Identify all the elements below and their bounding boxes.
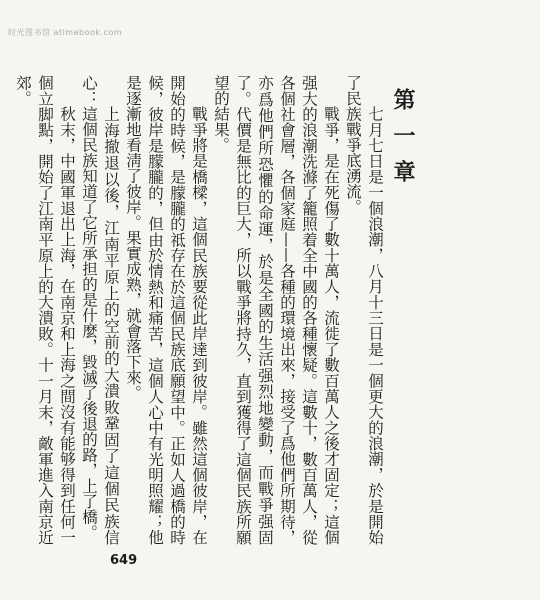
paragraph: 上海撤退以後，江南平原上的空前的大潰敗鞏固了這個民族信心：這個民族知道了它所承担的是什麼，毀滅了後退的路，上了橋。 xyxy=(80,75,120,545)
chapter-title: 第一章 xyxy=(390,88,416,196)
paragraph: 戰爭，是在死傷了數十萬人，流徙了數百萬人之後才固定；這個强大的浪潮洗滌了籠照着全中國的各種懷疑。這數十，數百萬人，從各個社會層，各個家庭——各種的環境出來，接受了爲他們所期待，亦爲他們所恐懼的命運，於是全國的生活强烈地變動，而戰爭强固了。代價是無比的巨大，所以戰爭將持久，直到獲得了這個民族所願望的結果。 xyxy=(212,75,340,545)
paragraph: 七月七日是一個浪潮，八月十三日是一個更大的浪潮，於是開始了民族戰爭底湧流。 xyxy=(344,75,384,545)
page-number: 649 xyxy=(110,553,138,568)
paragraph: 戰爭將是橋樑，這個民族要從此岸達到彼岸。雖然這個彼岸，在開始的時候，是朦朧的祗存在於這個民族底願望中。正如人過橋的時候，彼岸是朦朧的，但由於情熱和痛苦，這個人心中有光明照耀；他是逐漸地看淸了彼岸。果實成熟，就會落下來。 xyxy=(124,75,208,545)
watermark: 时光图书馆 atimebook.com xyxy=(8,28,123,37)
body-text xyxy=(14,75,386,545)
paragraph: 秋末，中國軍退出上海，在南京和上海之間沒有能够得到任何一個立脚點，開始了江南平原上的大潰敗。十一月末，敵軍進入南京近郊。 xyxy=(14,75,76,545)
